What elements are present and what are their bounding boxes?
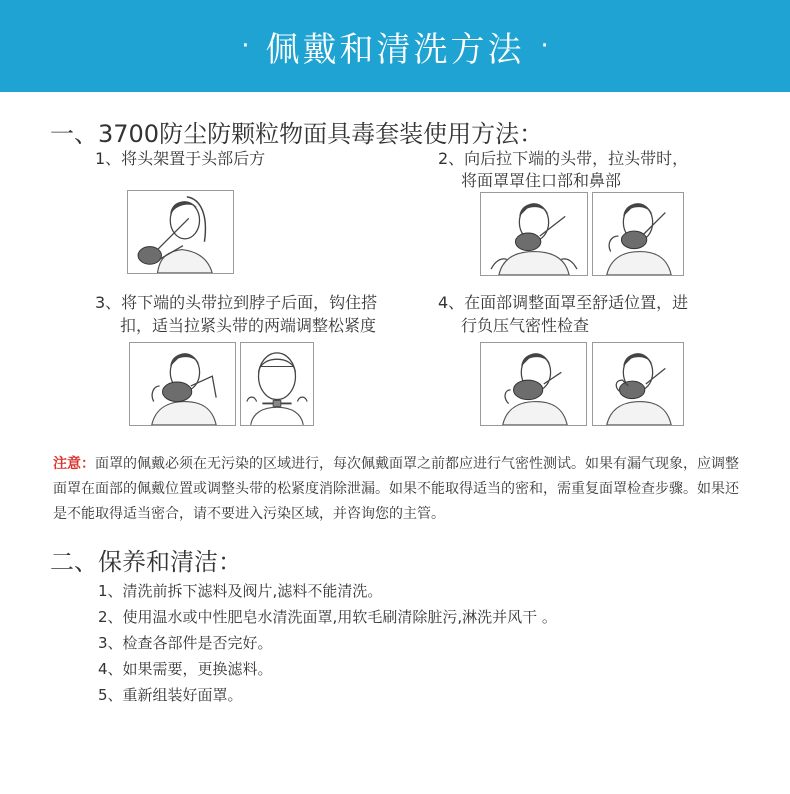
step-3-illustration-b [240,342,314,426]
step-2-text-line1: 2、向后拉下端的头带，拉头带时， [438,149,689,168]
step-3-text-line1: 3、将下端的头带拉到脖子后面，钩住搭 [95,293,378,312]
care-item-4: 4、如果需要，更换滤料。 [98,660,273,678]
title-banner [0,0,790,92]
care-item-2: 2、使用温水或中性肥皂水清洗面罩,用软毛刷清除脏污,淋洗并风干 。 [98,608,557,626]
caution-note [53,452,743,527]
banner-dot-right: · [540,31,549,61]
person-with-mask-icon [481,343,586,425]
step-1-text: 1、将头架置于头部后方 [95,149,266,168]
head-back-view-icon [241,343,313,425]
banner-dot-left: · [241,31,250,61]
step-2-illustration-b [592,192,684,276]
person-with-mask-icon [481,193,587,275]
step-2-illustration-a [480,192,588,276]
person-with-mask-icon [593,193,683,275]
step-3-text-line2: 扣，适当拉紧头带的两端调整松紧度 [120,316,377,335]
step-1-illustration [127,190,234,274]
step-3-illustration-a [129,342,236,426]
caution-label: 注意： [53,456,95,472]
section2-heading: 二、保养和清洁： [50,548,242,576]
person-with-mask-icon [128,191,233,273]
person-with-mask-icon [593,343,683,425]
person-with-mask-icon [130,343,235,425]
step-4-illustration-b [592,342,684,426]
step-4-illustration-a [480,342,587,426]
care-item-3: 3、检查各部件是否完好。 [98,634,273,652]
caution-text: 面罩的佩戴必须在无污染的区域进行，每次佩戴面罩之前都应进行气密性测试。如果有漏气现象，应调整面罩在面部的佩戴位置或调整头带的松紧度消除泄漏。如果不能取得适当的密和，需重复面罩检查步骤。如果还是不能取得适当密合，请不要进入污染区域，并咨询您的主管。 [53,456,739,522]
page-title: 佩戴和清洗方法 [265,29,525,70]
care-item-1: 1、清洗前拆下滤料及阀片,滤料不能清洗。 [98,582,383,600]
step-2-text-line2: 将面罩罩住口部和鼻部 [461,171,622,190]
section1-heading: 一、3700防尘防颗粒物面具毒套装使用方法： [50,120,544,148]
care-item-5: 5、重新组装好面罩。 [98,686,243,704]
step-4-text-line2: 行负压气密性检查 [461,316,590,335]
step-4-text-line1: 4、在面部调整面罩至舒适位置，进 [438,293,689,312]
